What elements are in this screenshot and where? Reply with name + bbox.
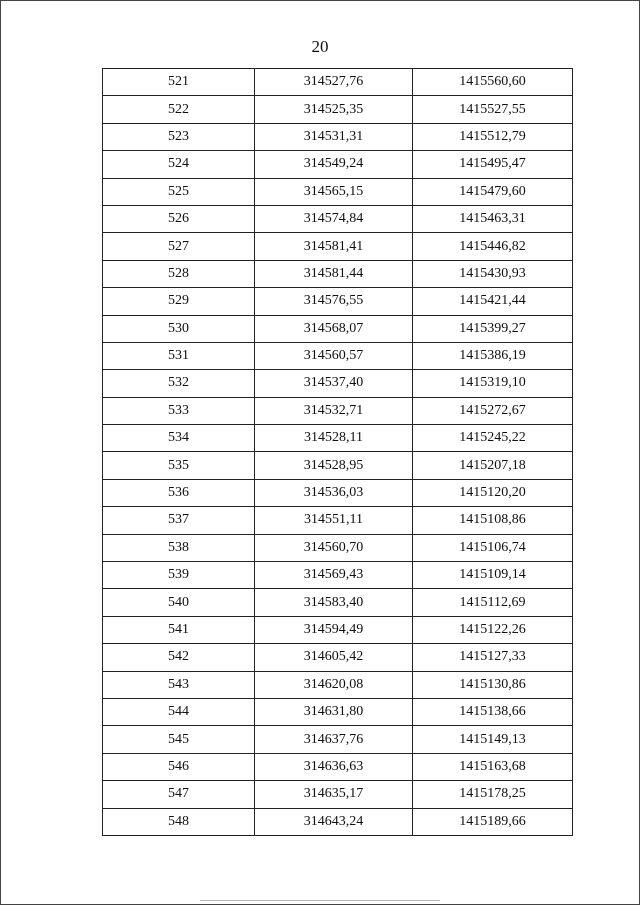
point-number-cell: 538 bbox=[103, 534, 255, 561]
y-coordinate-cell: 1415207,18 bbox=[413, 452, 573, 479]
table-row bbox=[103, 671, 573, 698]
y-coordinate-cell: 1415112,69 bbox=[413, 589, 573, 616]
point-number-cell: 532 bbox=[103, 370, 255, 397]
point-number-cell: 545 bbox=[103, 726, 255, 753]
table-row bbox=[103, 781, 573, 808]
point-number-cell: 540 bbox=[103, 589, 255, 616]
y-coordinate-cell: 1415109,14 bbox=[413, 562, 573, 589]
y-coordinate-cell: 1415130,86 bbox=[413, 671, 573, 698]
table-row bbox=[103, 233, 573, 260]
x-coordinate-cell: 314536,03 bbox=[255, 479, 413, 506]
point-number-cell: 521 bbox=[103, 69, 255, 96]
x-coordinate-cell: 314537,40 bbox=[255, 370, 413, 397]
y-coordinate-cell: 1415189,66 bbox=[413, 808, 573, 835]
scan-edge-line bbox=[200, 900, 440, 901]
coordinates-table bbox=[102, 68, 573, 836]
table-row bbox=[103, 452, 573, 479]
point-number-cell: 528 bbox=[103, 260, 255, 287]
y-coordinate-cell: 1415560,60 bbox=[413, 69, 573, 96]
y-coordinate-cell: 1415108,86 bbox=[413, 507, 573, 534]
table-row bbox=[103, 808, 573, 835]
point-number-cell: 534 bbox=[103, 425, 255, 452]
point-number-cell: 529 bbox=[103, 288, 255, 315]
x-coordinate-cell: 314532,71 bbox=[255, 397, 413, 424]
y-coordinate-cell: 1415319,10 bbox=[413, 370, 573, 397]
x-coordinate-cell: 314528,95 bbox=[255, 452, 413, 479]
x-coordinate-cell: 314565,15 bbox=[255, 178, 413, 205]
table-row bbox=[103, 260, 573, 287]
y-coordinate-cell: 1415120,20 bbox=[413, 479, 573, 506]
y-coordinate-cell: 1415495,47 bbox=[413, 151, 573, 178]
coordinates-table-body bbox=[103, 69, 573, 836]
y-coordinate-cell: 1415149,13 bbox=[413, 726, 573, 753]
x-coordinate-cell: 314635,17 bbox=[255, 781, 413, 808]
y-coordinate-cell: 1415512,79 bbox=[413, 123, 573, 150]
point-number-cell: 539 bbox=[103, 562, 255, 589]
table-row bbox=[103, 69, 573, 96]
point-number-cell: 537 bbox=[103, 507, 255, 534]
x-coordinate-cell: 314525,35 bbox=[255, 96, 413, 123]
y-coordinate-cell: 1415446,82 bbox=[413, 233, 573, 260]
x-coordinate-cell: 314631,80 bbox=[255, 698, 413, 725]
x-coordinate-cell: 314574,84 bbox=[255, 205, 413, 232]
x-coordinate-cell: 314569,43 bbox=[255, 562, 413, 589]
x-coordinate-cell: 314576,55 bbox=[255, 288, 413, 315]
x-coordinate-cell: 314594,49 bbox=[255, 616, 413, 643]
point-number-cell: 527 bbox=[103, 233, 255, 260]
y-coordinate-cell: 1415399,27 bbox=[413, 315, 573, 342]
table-row bbox=[103, 507, 573, 534]
table-row bbox=[103, 288, 573, 315]
y-coordinate-cell: 1415245,22 bbox=[413, 425, 573, 452]
x-coordinate-cell: 314581,44 bbox=[255, 260, 413, 287]
point-number-cell: 546 bbox=[103, 753, 255, 780]
x-coordinate-cell: 314528,11 bbox=[255, 425, 413, 452]
y-coordinate-cell: 1415106,74 bbox=[413, 534, 573, 561]
table-row bbox=[103, 370, 573, 397]
point-number-cell: 543 bbox=[103, 671, 255, 698]
table-row bbox=[103, 123, 573, 150]
point-number-cell: 522 bbox=[103, 96, 255, 123]
y-coordinate-cell: 1415463,31 bbox=[413, 205, 573, 232]
y-coordinate-cell: 1415479,60 bbox=[413, 178, 573, 205]
table-row bbox=[103, 698, 573, 725]
x-coordinate-cell: 314620,08 bbox=[255, 671, 413, 698]
table-row bbox=[103, 562, 573, 589]
point-number-cell: 548 bbox=[103, 808, 255, 835]
x-coordinate-cell: 314637,76 bbox=[255, 726, 413, 753]
table-row bbox=[103, 616, 573, 643]
y-coordinate-cell: 1415421,44 bbox=[413, 288, 573, 315]
table-row bbox=[103, 589, 573, 616]
x-coordinate-cell: 314560,57 bbox=[255, 342, 413, 369]
x-coordinate-cell: 314527,76 bbox=[255, 69, 413, 96]
point-number-cell: 524 bbox=[103, 151, 255, 178]
x-coordinate-cell: 314531,31 bbox=[255, 123, 413, 150]
table-row bbox=[103, 534, 573, 561]
page-number: 20 bbox=[311, 37, 329, 56]
table-row bbox=[103, 644, 573, 671]
x-coordinate-cell: 314560,70 bbox=[255, 534, 413, 561]
y-coordinate-cell: 1415122,26 bbox=[413, 616, 573, 643]
table-row bbox=[103, 151, 573, 178]
y-coordinate-cell: 1415138,66 bbox=[413, 698, 573, 725]
point-number-cell: 533 bbox=[103, 397, 255, 424]
y-coordinate-cell: 1415386,19 bbox=[413, 342, 573, 369]
x-coordinate-cell: 314583,40 bbox=[255, 589, 413, 616]
point-number-cell: 536 bbox=[103, 479, 255, 506]
point-number-cell: 530 bbox=[103, 315, 255, 342]
y-coordinate-cell: 1415527,55 bbox=[413, 96, 573, 123]
x-coordinate-cell: 314643,24 bbox=[255, 808, 413, 835]
y-coordinate-cell: 1415127,33 bbox=[413, 644, 573, 671]
x-coordinate-cell: 314551,11 bbox=[255, 507, 413, 534]
x-coordinate-cell: 314636,63 bbox=[255, 753, 413, 780]
table-row bbox=[103, 205, 573, 232]
table-row bbox=[103, 726, 573, 753]
x-coordinate-cell: 314549,24 bbox=[255, 151, 413, 178]
y-coordinate-cell: 1415430,93 bbox=[413, 260, 573, 287]
table-row bbox=[103, 315, 573, 342]
y-coordinate-cell: 1415163,68 bbox=[413, 753, 573, 780]
y-coordinate-cell: 1415272,67 bbox=[413, 397, 573, 424]
y-coordinate-cell: 1415178,25 bbox=[413, 781, 573, 808]
point-number-cell: 541 bbox=[103, 616, 255, 643]
table-row bbox=[103, 96, 573, 123]
point-number-cell: 531 bbox=[103, 342, 255, 369]
table-row bbox=[103, 397, 573, 424]
x-coordinate-cell: 314605,42 bbox=[255, 644, 413, 671]
table-row bbox=[103, 479, 573, 506]
point-number-cell: 547 bbox=[103, 781, 255, 808]
point-number-cell: 526 bbox=[103, 205, 255, 232]
point-number-cell: 542 bbox=[103, 644, 255, 671]
x-coordinate-cell: 314568,07 bbox=[255, 315, 413, 342]
table-row bbox=[103, 753, 573, 780]
point-number-cell: 535 bbox=[103, 452, 255, 479]
point-number-cell: 523 bbox=[103, 123, 255, 150]
table-row bbox=[103, 342, 573, 369]
point-number-cell: 525 bbox=[103, 178, 255, 205]
x-coordinate-cell: 314581,41 bbox=[255, 233, 413, 260]
table-row bbox=[103, 425, 573, 452]
table-row bbox=[103, 178, 573, 205]
point-number-cell: 544 bbox=[103, 698, 255, 725]
